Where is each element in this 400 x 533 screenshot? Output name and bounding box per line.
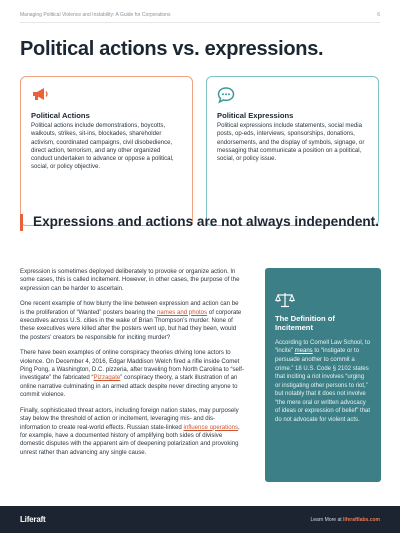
paragraph-4-text-a: Finally, sophisticated threat actors, including foreign nation states, may purposely stay below the threshold of action or incitement, leveraging mis- and dis-information to create real-world effects. Russian state-linked [20,406,239,431]
names-and-photos-link[interactable]: names and photos [156,308,208,316]
political-expressions-body: Political expressions include statements, social media posts, op-eds, interviews, sponsorships, donations, endorsements, and the display of symbols, signage, or messaging that communicate a position on a political, social, or policy issue. [217,122,365,163]
means-link[interactable]: means [294,348,313,355]
learn-more-prefix: Learn More at [310,516,344,523]
political-expressions-title: Political Expressions [217,111,294,120]
paragraph-2-text-a: One recent example of how blurry the line between expression and action can be is the proliferation of “Wanted” posters bearing the [20,300,239,316]
page-header [20,12,380,22]
website-link[interactable]: liferaftlabs.com [343,516,380,523]
scales-icon [275,292,371,308]
learn-more [311,517,381,523]
political-actions-body: Political actions include demonstrations, boycotts, walkouts, strikes, sit-ins, blockades, shareholder activism, coordinated campaigns, civil disobedience, direct action, terrorism, and any other organized conduct undertaken to advance or oppose a political, social, or policy objective. [31,122,174,171]
paragraph-4-text-b: , for example, have a documented history of amplifying both sides of divisive domestic disputes with the apparent aim of deepening polarization and provoking unrest rather than advancing any single cause. [20,423,240,456]
paragraph-2 [20,300,244,342]
sidebar-text-b: to “instigate or to persuade another to commit a crime.” 18 U.S. Code § 2102 states that inciting a riot involves “urging or instigating other persons to riot,” but notably that it does not involve “the mere oral or written advocacy of ideas or expression of belief” that do not advocate for violent acts. [275,348,371,423]
subheading-text: Expressions and actions are not always independent. [33,214,379,229]
incitement-definition-sidebar [265,268,381,482]
page-number: 6 [377,12,380,18]
section-subheading [20,214,380,231]
influence-operations-link[interactable]: influence operations [183,423,239,431]
paragraph-1: Expression is sometimes deployed deliberately to provoke or organize action. In some cases, this is called incitement. However, in other cases, the purpose of the expression can be harder to ascertain. [20,268,240,292]
political-expressions-card [206,76,379,226]
political-actions-card [20,76,193,226]
page-title: Political actions vs. expressions. [20,38,324,60]
page-footer [0,506,400,533]
header-divider [20,22,380,23]
header-title: Managing Political Violence and Instability: A Guide for Corporations [20,12,171,18]
paragraph-3 [20,349,244,399]
paragraph-3-text-a: There have been examples of online conspiracy theories driving lone actors to violence. On December 4, 2016, Edgar Maddison Welch fired a rifle inside Comet Ping Pong, a Washington, D.C. pizzeria, after traveling from North Carolina to “self-investigate” the fabricated “ [20,349,244,382]
megaphone-icon [31,86,182,104]
sidebar-text-a: According to Cornell Law School, to “incite” [275,339,371,355]
paragraph-4 [20,407,244,457]
liferaft-logo[interactable]: Liferaft [20,515,46,524]
sidebar-title: The Definition of Incitement [275,314,335,333]
speech-bubble-icon [217,86,368,104]
main-body [20,268,244,464]
sidebar-body [275,339,371,424]
political-actions-title: Political Actions [31,111,90,120]
pizzagate-link[interactable]: Pizzagate [93,374,121,382]
paragraph-2-text-b: of corporate executives across U.S. cities in the wake of Brian Thompson’s murder. None of these executives were killed after the posters went up, but had they been, would the posters’ creators be responsible for inciting murder? [20,308,242,341]
paragraph-3-text-b: ” conspiracy theory, a stark illustration of an online narrative culminating in an armed attack despite never directing anyone to commit violence. [20,374,238,399]
